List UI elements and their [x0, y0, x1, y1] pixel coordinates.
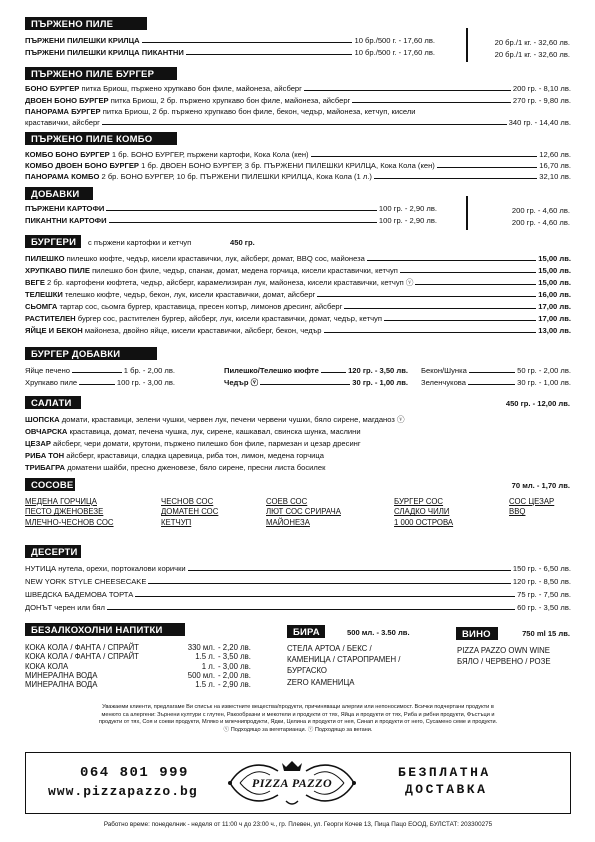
drinks-list: [25, 643, 275, 690]
dessert-item: [25, 590, 571, 599]
menu-item: [25, 266, 571, 275]
section-chicken-burger: ПЪРЖЕНО ПИЛЕ БУРГЕР: [25, 67, 177, 80]
item-price: 17,00 лв.: [538, 314, 571, 323]
item-desc: питка Бриош, пържено хрупкаво бон филе, майонеза, айсберг: [79, 84, 302, 93]
section-beer: БИРА: [287, 625, 325, 638]
item-price: 12,60 лв.: [539, 150, 571, 159]
extra-item: [25, 378, 175, 387]
item-price: 13,00 лв.: [538, 326, 571, 335]
leader-line: [468, 384, 515, 385]
sauce-item: БУРГЕР СОС: [394, 497, 444, 506]
wine-price: 750 ml 15 лв.: [522, 629, 570, 638]
item-price: 10 бр./500 г. - 17,60 лв.: [354, 48, 435, 57]
divider: [466, 196, 468, 230]
item-desc: доматени шайби, пресно дженовезе, бяло сирене, пресни листа босилек: [65, 463, 326, 472]
item-desc: питка Бриош, 2 бр. пържено хрупкаво бон филе, майонеза, айсберг: [108, 96, 351, 105]
menu-item: [25, 161, 571, 170]
item-name: ОВЧАРСКА: [25, 427, 68, 436]
leader-line: [437, 167, 537, 168]
leader-line: [106, 210, 377, 211]
drink-price: - 3,50 лв.: [218, 652, 251, 662]
item-price: 16,70 лв.: [539, 161, 571, 170]
beer-line: БУРГАСКО: [287, 666, 327, 675]
item-price: 32,10 лв.: [539, 172, 571, 181]
leader-line: [107, 609, 515, 610]
item-name: ДОНЪТ: [25, 603, 53, 612]
item-desc: нутела, орехи, портокалови корички: [56, 564, 186, 573]
sauce-item: [509, 518, 569, 527]
item-price: 270 гр. - 9,80 лв.: [512, 96, 571, 105]
menu-item: [25, 216, 437, 225]
extra-name: Пилешко/Телешко кюфте: [224, 366, 319, 375]
item-name: БОНО БУРГЕР: [25, 84, 80, 93]
drink-qty: 500 мл.: [187, 671, 215, 681]
item-desc: домати, краставици, зелени чушки, червен лук, печени червени чушки, бяло сирене, магданоз ⓥ: [59, 415, 405, 424]
leader-line: [135, 596, 515, 597]
item-price: 150 гр. - 6,50 лв.: [512, 564, 571, 573]
drink-qty: 330 мл.: [187, 643, 215, 652]
section-note: с пържени картофки и кетчуп: [88, 238, 192, 247]
item-name: РАСТИТЕЛЕН: [25, 314, 76, 323]
sauce-item: КЕТЧУП: [161, 517, 192, 527]
item-name: ТРИБАГРА: [25, 463, 65, 472]
item-price: 10 бр./500 г. - 17,60 лв.: [354, 36, 435, 45]
dessert-item: [25, 577, 571, 586]
item-desc: айсберг, краставици, сладка царевица, риба тон, лимон, медена горчица: [64, 451, 324, 460]
sauce-item: ДОМАТЕН СОС: [161, 507, 219, 517]
sauce-item: ЛЮТ СОС СРИРАЧА: [266, 507, 341, 517]
leader-line: [317, 296, 536, 297]
salad-item: [25, 439, 361, 448]
item-price-large: 20 бр./1 кг. - 32,60 лв.: [494, 38, 570, 47]
drink-price: - 2,90 лв.: [218, 680, 251, 690]
item-name: ПАНОРАМА БУРГЕР: [25, 107, 101, 116]
sauce-grid: [25, 497, 555, 527]
item-name: ПЪРЖЕНИ КАРТОФИ: [25, 204, 105, 213]
leader-line: [102, 124, 507, 125]
item-price: 15,00 лв.: [538, 278, 571, 287]
item-name: ЯЙЦЕ И БЕКОН: [25, 326, 83, 335]
leader-line: [186, 54, 353, 55]
item-name: ПЪРЖЕНИ ПИЛЕШКИ КРИЛЦА ПИКАНТНИ: [25, 48, 184, 57]
item-desc: пилешко кюфте, чедър, кисели краставички, лук, айсберг, домат, BBQ сос, майонеза: [64, 254, 365, 263]
extra-name: Бекон/Шунка: [421, 366, 467, 375]
extra-price: 30 гр. - 1,00 лв.: [352, 378, 408, 387]
drink-price: - 3,00 лв.: [218, 661, 251, 671]
drink-qty: 1 л.: [201, 661, 215, 671]
item-price: 100 гр. - 2,90 лв.: [378, 204, 437, 213]
pizza-pazzo-logo: [222, 757, 362, 809]
allergen-line: продукти от тях, Соя и соеви продукти, Мляко и млечнипродукти, Ядки, Целина и продукти от нея, Синап и продукти от него, Сусамено семе и продукти.: [98, 719, 498, 726]
leader-line: [109, 222, 377, 223]
menu-item: [25, 314, 571, 323]
leader-line: [352, 102, 511, 103]
section-desserts: ДЕСЕРТИ: [25, 545, 81, 558]
allergen-line: менюто са алергени: Зърнени култури с глутен, Ракообразни и мекотели и продукти от тях, Яйца и продукти от тях, Риба и рибни продукти, Фъстъци и: [101, 711, 495, 718]
item-price-large: 200 гр. - 4,60 лв.: [511, 206, 570, 215]
phone-number[interactable]: 064 801 999: [80, 765, 189, 781]
item-name: СЬОМГА: [25, 302, 58, 311]
menu-item: [25, 118, 571, 127]
item-name: ПИЛЕШКО: [25, 254, 65, 263]
item-desc: 2 бр. картофени кюфтета, чедър, айсберг, карамелизиран лук, майонеза, кисели краставички, кетчуп ⓥ: [44, 278, 414, 287]
section-soft-drinks: БЕЗАЛКОХОЛНИ НАПИТКИ: [25, 623, 185, 636]
item-desc: 2 бр. БОНО БУРГЕР, 10 бр. ПЪРЖЕНИ ПИЛЕШКИ КРИЛЦА, Кока Кола (1 л.): [99, 172, 372, 181]
item-desc: питка Бриош, 2 бр. пържено хрупкаво бон филе, бекон, чедър, майонеза, кетчуп, кисели: [100, 107, 416, 116]
extra-name: Чедър ⓥ: [224, 378, 259, 387]
item-desc: 1 бр. ДВОЕН БОНО БУРГЕР, 3 бр. ПЪРЖЕНИ ПИЛЕШКИ КРИЛЦА, Кока Кола (кен): [138, 161, 435, 170]
wine-line: PIZZA PAZZO OWN WINE: [457, 646, 550, 655]
item-price: 16,00 лв.: [538, 290, 571, 299]
drink-name: КОКА КОЛА: [25, 661, 69, 671]
section-salads: САЛАТИ: [25, 396, 81, 409]
extra-item: [224, 378, 408, 387]
section-grilled-chicken: ПЪРЖЕНО ПИЛЕ: [25, 17, 147, 30]
drink-name: КОКА КОЛА / ФАНТА / СПРАЙТ: [25, 643, 139, 652]
beer-line: ZERO КАМЕНИЦА: [287, 678, 355, 687]
item-name: КОМБО ДВОЕН БОНО БУРГЕР: [25, 161, 139, 170]
dessert-item: [25, 564, 571, 573]
menu-item: [25, 278, 571, 287]
section-price: 450 гр. - 12,00 лв.: [505, 399, 570, 408]
item-desc: пилешко бон филе, чедър, спанак, домат, медена горчица, кисели краставички, кетчуп: [89, 266, 398, 275]
item-name: ПИКАНТНИ КАРТОФИ: [25, 216, 107, 225]
leader-line: [344, 308, 536, 309]
drink-name: МИНЕРАЛНА ВОДА: [25, 680, 98, 690]
free-delivery-line1: БЕЗПЛАТНА: [398, 765, 491, 780]
working-hours: Работно време: понеделник - неделя от 11:00 ч до 23:00 ч., гр. Плевен, ул. Георги Кочев 13, Пица Пацо ЕООД, БУЛСТАТ: 203300275: [103, 821, 493, 828]
menu-item: [25, 326, 571, 335]
leader-line: [367, 260, 536, 261]
sauce-item: ПЕСТО ДЖЕНОВЕЗЕ: [25, 507, 104, 517]
item-name: ДВОЕН БОНО БУРГЕР: [25, 96, 109, 105]
item-price: 17,00 лв.: [538, 302, 571, 311]
sauce-item: 1 000 ОСТРОВА: [394, 517, 454, 527]
leader-line: [321, 372, 346, 373]
item-price: 60 гр. - 3,50 лв.: [517, 603, 571, 612]
item-desc: 1 бр. БОНО БУРГЕР, пържени картофи, Кока Кола (кен): [109, 150, 309, 159]
menu-item-line1: [25, 107, 416, 116]
salad-item: [25, 463, 325, 472]
leader-line: [260, 384, 350, 385]
section-burger-extras: БУРГЕР ДОБАВКИ: [25, 347, 157, 360]
leader-line: [324, 332, 537, 333]
salad-item: [25, 427, 361, 436]
item-name: ПЪРЖЕНИ ПИЛЕШКИ КРИЛЦА: [25, 36, 140, 45]
divider: [466, 28, 468, 62]
leader-line: [304, 90, 511, 91]
salad-item: [25, 415, 405, 424]
sauce-item: МАЙОНЕЗА: [266, 517, 310, 527]
extra-price: 30 гр. - 1,00 лв.: [517, 378, 571, 387]
leader-line: [400, 272, 536, 273]
extra-item: [421, 378, 571, 387]
item-name: ПАНОРАМА КОМБО: [25, 172, 100, 181]
leader-line: [415, 284, 536, 285]
leader-line: [384, 320, 536, 321]
item-price: 15,00 лв.: [538, 254, 571, 263]
section-weight: 450 гр.: [230, 238, 255, 247]
item-name: НУТИЦА: [25, 564, 57, 573]
item-name: РИБА ТОН: [25, 451, 65, 460]
allergen-note: [25, 704, 571, 735]
section-wine: ВИНО: [456, 627, 498, 640]
drink-price: - 2,00 лв.: [218, 671, 251, 681]
item-desc: черен или бял: [52, 603, 105, 612]
item-name: ХРУПКАВО ПИЛЕ: [25, 266, 90, 275]
drink-price: - 2,20 лв.: [218, 643, 251, 652]
allergen-line: ⓥ Подходящо за вегетарианци. ⓥ Подходящо за вегани.: [223, 727, 373, 734]
menu-item: [25, 302, 571, 311]
item-desc: телешко кюфте, чедър, бекон, лук, кисели краставички, домат, айсберг: [62, 290, 316, 299]
leader-line: [374, 178, 537, 179]
item-price-large: 200 гр. - 4,60 лв.: [511, 218, 570, 227]
sauce-item: СОС ЦЕЗАР: [509, 497, 555, 506]
item-name: NEW YORK STYLE CHEESECAKE: [25, 577, 147, 586]
free-delivery-line2: ДОСТАВКА: [405, 782, 488, 797]
leader-line: [311, 156, 538, 157]
logo-text: PIZZA PAZZO: [251, 776, 333, 790]
section-sauces: СОСОВЕ: [25, 478, 75, 491]
sauce-item: МЕДЕНА ГОРЧИЦА: [25, 497, 97, 506]
item-price: 120 гр. - 8,50 лв.: [512, 577, 571, 586]
allergen-line: Уважаеми клиенти, предлагаме Ви списък на известните вещества/продукти, причиняващи алергии или непоносимост. Всички подчертани продукти в: [102, 704, 494, 710]
menu-item: [25, 172, 571, 181]
item-price: 200 гр. - 8,10 лв.: [512, 84, 571, 93]
section-combo: ПЪРЖЕНО ПИЛЕ КОМБО: [25, 132, 177, 145]
extra-price: 1 бр. - 2,00 лв.: [123, 366, 175, 375]
salad-item: [25, 451, 324, 460]
beer-price: 500 мл. - 3.50 лв.: [347, 628, 410, 637]
leader-line: [79, 384, 115, 385]
extra-price: 100 гр. - 3,00 лв.: [116, 378, 175, 387]
menu-item: [25, 150, 571, 159]
leader-line: [72, 372, 122, 373]
menu-item: [25, 84, 571, 93]
item-desc: тартар сос, сьомга бургер, краставица, пресен копър, лимонов дресинг, айсберг: [57, 302, 343, 311]
dessert-item: [25, 603, 571, 612]
extra-item: [25, 366, 175, 375]
sauce-item: СЛАДКО ЧИЛИ: [394, 507, 450, 517]
menu-item: [25, 204, 437, 213]
extra-item: [224, 366, 408, 375]
item-name: ШОПСКА: [25, 415, 60, 424]
item-desc: краставица, домат, печена чушка, лук, сирене, кашкавал, свинска шунка, маслини: [67, 427, 361, 436]
wine-line: БЯЛО / ЧЕРВЕНО / РОЗЕ: [457, 657, 551, 666]
drink-qty: 1.5 л.: [195, 652, 215, 662]
extra-name: Яйце печено: [25, 366, 71, 375]
menu-item: [25, 96, 571, 105]
item-price: 340 гр. - 14,40 лв.: [508, 118, 571, 127]
leader-line: [142, 42, 353, 43]
website-link[interactable]: www.pizzapazzo.bg: [48, 784, 198, 799]
section-burgers: БУРГЕРИ: [25, 235, 81, 248]
drink-name: МИНЕРАЛНА ВОДА: [25, 671, 98, 681]
sauce-item: МЛЕЧНО-ЧЕСНОВ СОС: [25, 517, 114, 527]
item-price-large: 20 бр./1 кг. - 32,60 лв.: [494, 50, 570, 59]
extra-name: Зеленчукова: [421, 378, 466, 387]
menu-item: [25, 290, 571, 299]
item-name: ТЕЛЕШКИ: [25, 290, 63, 299]
item-desc: краставички, айсберг: [25, 118, 100, 127]
beer-line: КАМЕНИЦА / СТАРОПРАМЕН /: [287, 655, 401, 664]
drink-name: КОКА КОЛА / ФАНТА / СПРАЙТ: [25, 652, 139, 662]
drink-qty: 1.5 л.: [195, 680, 215, 690]
sauce-item: BBQ: [509, 507, 526, 517]
leader-line: [469, 372, 515, 373]
item-name: КОМБО БОНО БУРГЕР: [25, 150, 110, 159]
item-name: ШВЕДСКА БАДЕМОВА ТОРТА: [25, 590, 134, 599]
section-sides: ДОБАВКИ: [25, 187, 93, 200]
sauce-item: ЧЕСНОВ СОС: [161, 497, 214, 506]
menu-item: [25, 254, 571, 263]
item-price: 100 гр. - 2,90 лв.: [378, 216, 437, 225]
extra-price: 120 гр. - 3,50 лв.: [348, 366, 408, 375]
leader-line: [148, 583, 510, 584]
item-price: 15,00 лв.: [538, 266, 571, 275]
menu-item: [25, 36, 435, 45]
extra-price: 50 гр. - 2,00 лв.: [517, 366, 571, 375]
item-desc: бургер сос, растителен бургер, айсберг, лук, кисели краставички, домат, чедър, кетчуп: [75, 314, 382, 323]
item-name: ЦЕЗАР: [25, 439, 51, 448]
item-price: 75 гр. - 7,50 лв.: [517, 590, 571, 599]
extra-name: Хрупкаво пиле: [25, 378, 78, 387]
menu-item: [25, 48, 435, 57]
leader-line: [188, 570, 511, 571]
item-desc: майонеза, двойно яйце, кисели краставички, айсберг, бекон, чедър: [82, 326, 322, 335]
item-desc: айсберг, чери домати, крутони, пържено пилешко бон филе, пармезан и цезар дресинг: [50, 439, 361, 448]
beer-line: СТЕЛА АРТОА / БЕКС /: [287, 644, 372, 653]
item-name: ВЕГЕ: [25, 278, 45, 287]
section-price: 70 мл. - 1,70 лв.: [511, 481, 570, 490]
extra-item: [421, 366, 571, 375]
sauce-item: СОЕВ СОС: [266, 497, 308, 506]
